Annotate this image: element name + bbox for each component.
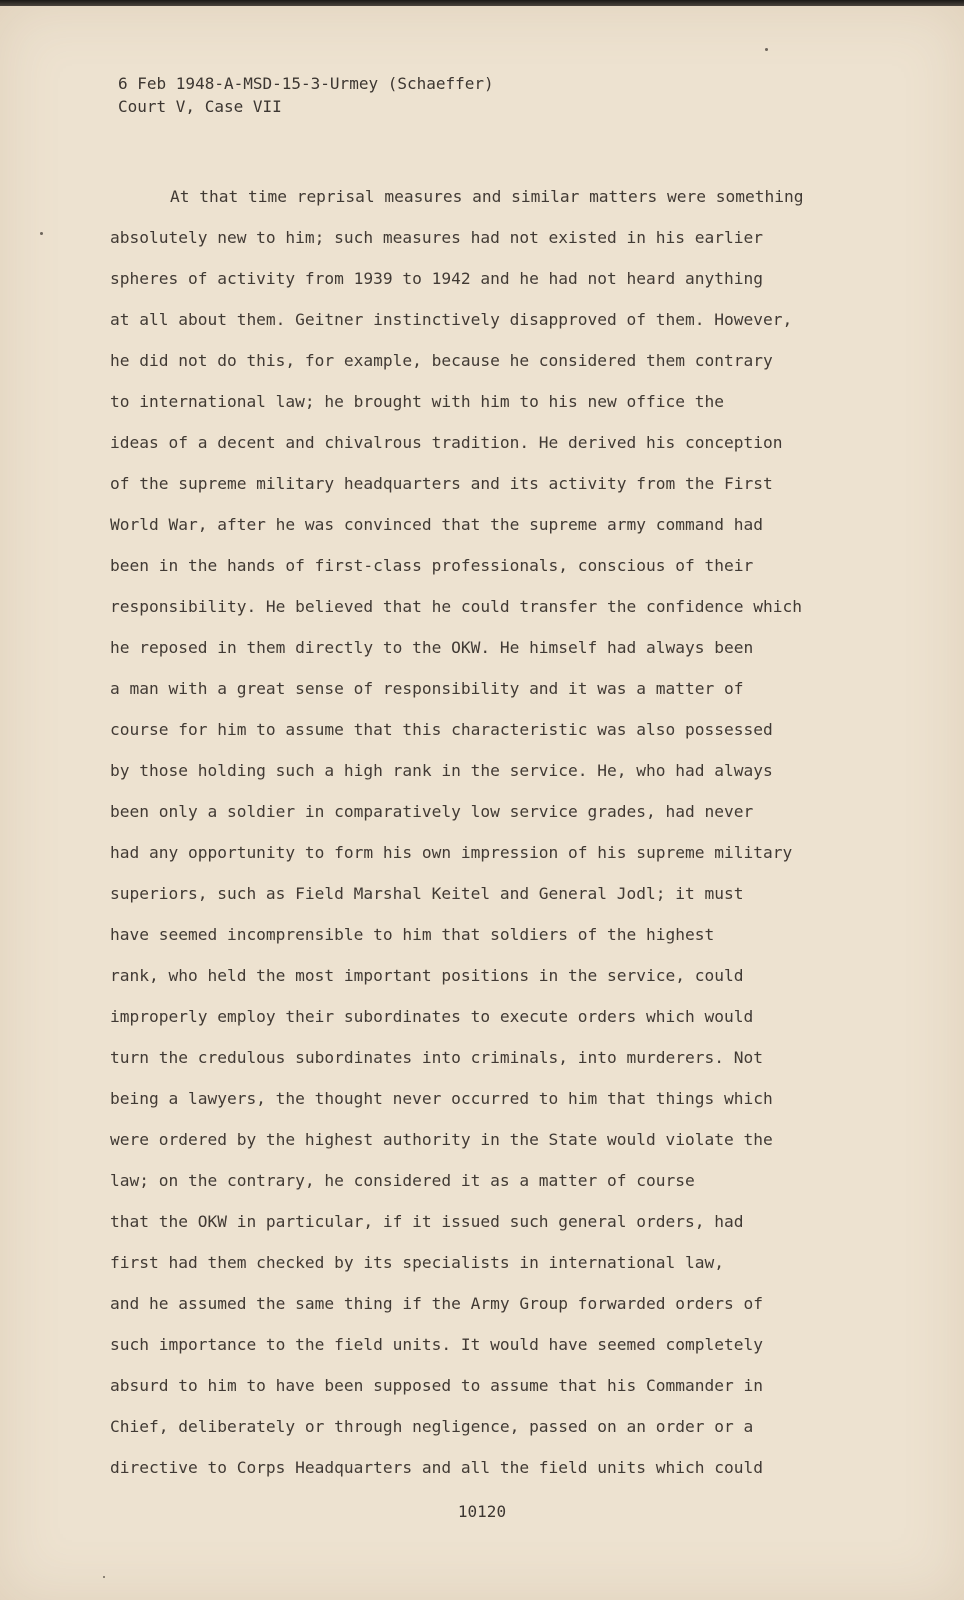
body-line: he did not do this, for example, because he considered them contrary (110, 351, 773, 370)
body-line: absurd to him to have been supposed to assume that his Commander in (110, 1376, 763, 1395)
header-court-line: Court V, Case VII (118, 97, 282, 116)
body-line: been only a soldier in comparatively low service grades, had never (110, 802, 754, 821)
body-line: turn the credulous subordinates into criminals, into murderers. Not (110, 1048, 763, 1067)
body-line: spheres of activity from 1939 to 1942 and he had not heard anything (110, 269, 763, 288)
body-line: that the OKW in particular, if it issued such general orders, had (110, 1212, 744, 1231)
body-line: superiors, such as Field Marshal Keitel and General Jodl; it must (110, 884, 744, 903)
body-line: directive to Corps Headquarters and all the field units which could (110, 1458, 763, 1477)
body-line: had any opportunity to form his own impression of his supreme military (110, 843, 793, 862)
body-line: such importance to the field units. It would have seemed completely (110, 1335, 763, 1354)
body-line: ideas of a decent and chivalrous tradition. He derived his conception (110, 433, 783, 452)
body-line: being a lawyers, the thought never occurred to him that things which (110, 1089, 773, 1108)
document-header (118, 72, 494, 118)
body-line: to international law; he brought with him to his new office the (110, 392, 724, 411)
body-line: at all about them. Geitner instinctively disapproved of them. However, (110, 310, 793, 329)
body-line: World War, after he was convinced that the supreme army command had (110, 515, 763, 534)
body-line: improperly employ their subordinates to execute orders which would (110, 1007, 754, 1026)
body-line: of the supreme military headquarters and its activity from the First (110, 474, 773, 493)
body-line: have seemed incomprensible to him that soldiers of the highest (110, 925, 715, 944)
body-line: Chief, deliberately or through negligence, passed on an order or a (110, 1417, 754, 1436)
body-line: rank, who held the most important positions in the service, could (110, 966, 744, 985)
body-line: been in the hands of first-class professionals, conscious of their (110, 556, 754, 575)
body-line: At that time reprisal measures and similar matters were something (170, 187, 804, 206)
header-reference-line: 6 Feb 1948-A-MSD-15-3-Urmey (Schaeffer) (118, 74, 494, 93)
body-line: he reposed in them directly to the OKW. He himself had always been (110, 638, 754, 657)
body-line: absolutely new to him; such measures had not existed in his earlier (110, 228, 763, 247)
transcript-body (110, 176, 870, 1488)
body-line: first had them checked by its specialists in international law, (110, 1253, 724, 1272)
body-line: responsibility. He believed that he could transfer the confidence which (110, 597, 802, 616)
body-line: course for him to assume that this characteristic was also possessed (110, 720, 773, 739)
body-line: a man with a great sense of responsibility and it was a matter of (110, 679, 744, 698)
page-number: 10120 (457, 1502, 507, 1521)
body-line: were ordered by the highest authority in the State would violate the (110, 1130, 773, 1149)
document-page (0, 6, 964, 1600)
body-line: by those holding such a high rank in the service. He, who had always (110, 761, 773, 780)
paper-speck (103, 1576, 105, 1578)
body-line: and he assumed the same thing if the Army Group forwarded orders of (110, 1294, 763, 1313)
body-line: law; on the contrary, he considered it as a matter of course (110, 1171, 695, 1190)
paper-speck (40, 232, 43, 235)
paper-speck (765, 48, 768, 51)
